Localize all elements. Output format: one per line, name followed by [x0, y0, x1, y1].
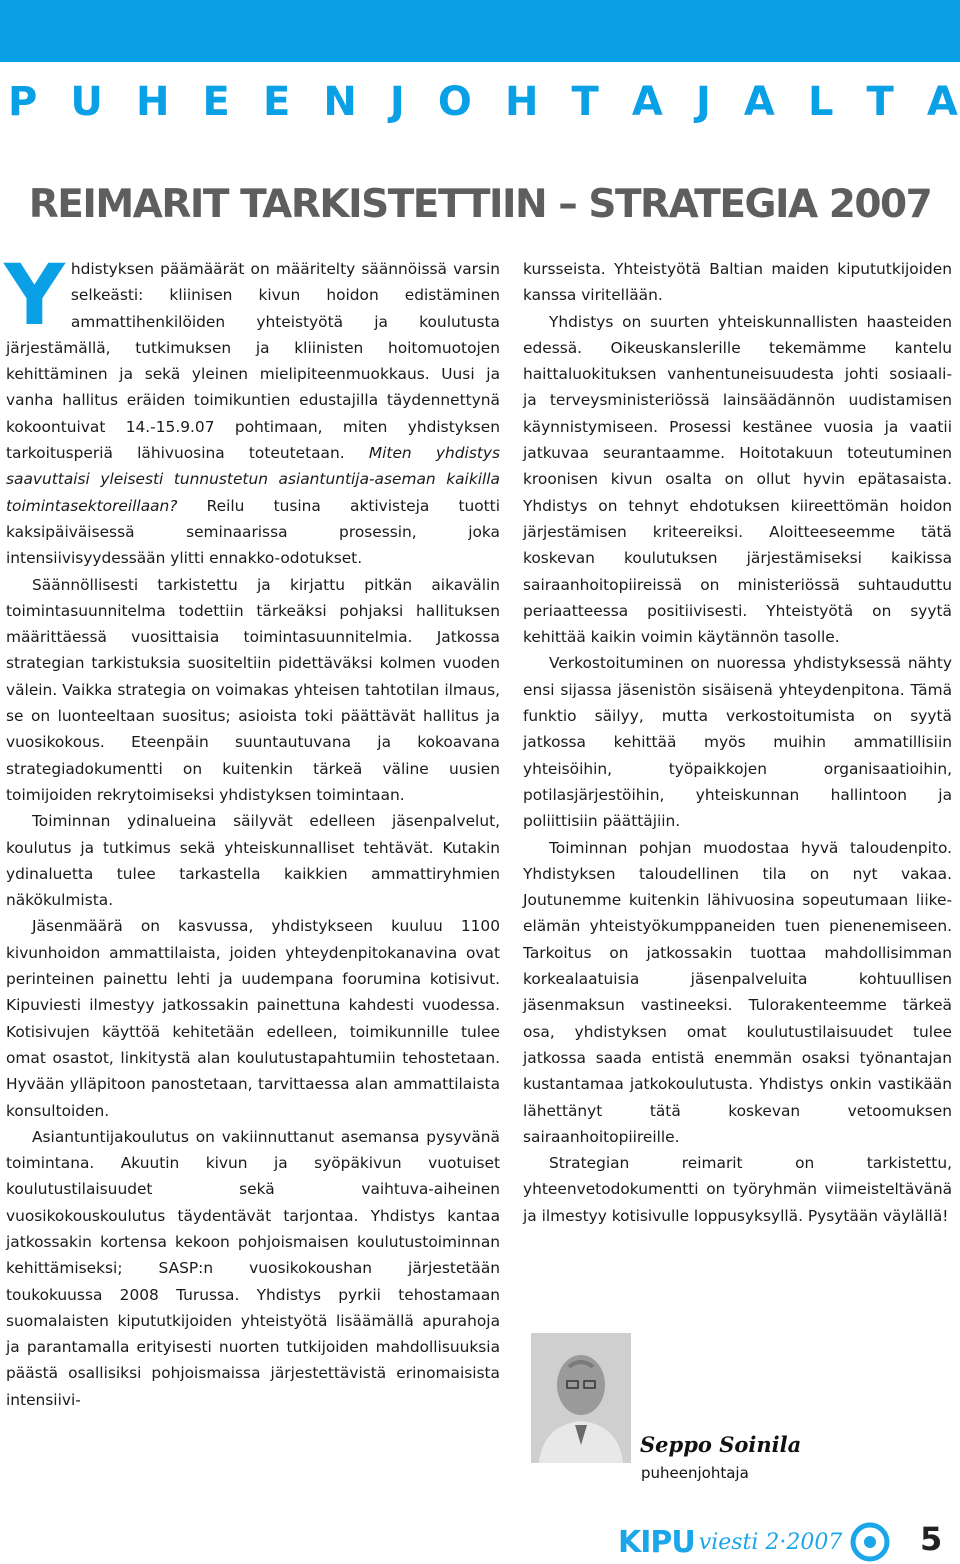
section-letter: P [8, 79, 38, 125]
signature-name: Seppo Soinila [640, 1432, 802, 1457]
section-letter: H [504, 79, 539, 125]
kipuviesti-logo [618, 1520, 890, 1564]
right-column [523, 256, 952, 1229]
section-letter: O [437, 79, 472, 125]
left-column [4, 246, 501, 1413]
section-letter: U [70, 79, 103, 125]
signature-role: puheenjohtaja [641, 1464, 749, 1482]
paragraph [4, 246, 501, 572]
paragraph: Asiantuntijakoulutus on vakiinnuttanut asemansa pysyvänä toimintana. Akuutin kivun ja syöpäkivun vuotuiset koulutustilaisuudet sekä vaihtuva-aiheinen vuosikokouskoulutus täydentävät tarjontaa. Yhdistys kantaa jatkossakin kortensa kekoon pohjoismaisen koulutustoiminnan kehittämiseksi; SASP:n vuosikokoushan järjestetään toukokuussa 2008 Turussa. Yhdistys pyrkii tehostamaan suomalaisten kipututkijoiden yhteistyötä lisäämällä apurahoja ja parantamalla erityisesti nuorten tutkijoiden mahdollisuuksia päästä osallisiksi pohjoismaissa järjestettävistä erinomaisista intensiivi- [6, 1127, 500, 1409]
section-letter: E [262, 79, 291, 125]
paragraph: Toiminnan ydinalueina säilyvät edelleen jäsenpalvelut, koulutus ja tutkimus sekä yhteiskunnalliset tehtävät. Kutakin ydinaluetta tulee tarkastella kaikkien ammattiryhmien näkökulmista. [6, 812, 500, 910]
section-letter: A [631, 79, 663, 125]
section-letter: E [202, 79, 230, 125]
swirl-logo-icon [850, 1522, 890, 1562]
section-heading [8, 74, 958, 130]
page-number: 5 [920, 1520, 943, 1558]
section-letter: N [323, 79, 357, 125]
paragraph: Verkostoituminen on nuoressa yhdistyksessä nähty ensi sijassa jäsenistön sisäisenä yhteydenpitona. Tämä funktio säilyy, mutta verkostoitumista on syytä jatkossa kehittää myös muihin ammatillisiin yhteisöihin, työpaikkojen organisaatioihin, potilasjärjestöihin, yhteiskunnan hallintoon ja poliittisiin päättäjiin. [523, 654, 952, 831]
section-letter: A [926, 79, 958, 125]
section-letter: L [807, 79, 834, 125]
lead-text: hdistyksen päämäärät on määritelty säännöissä varsin selkeästi: kliinisen kivun hoidon edistäminen ammattihenkilöiden yhteistyötä ja koulutusta järjestämällä, tutkimuksen ja kliinisten hoitomuotojen kehittäminen ja sekä yleinen mielipiteenmuokkaus. Uusi ja vanha hallitus eräiden toimikuntien edustajilla täydennettynä kokoontuivat 14.-15.9.07 pohtimaan, miten yhdistyksen tarkoitusperiä lähivuosina toteutetaan. [6, 260, 500, 463]
portrait-image [531, 1333, 631, 1463]
logo-viesti-text: viesti 2·2007 [698, 1529, 843, 1555]
article-title: REIMARIT TARKISTETTIIN – STRATEGIA 2007 [28, 182, 932, 227]
drop-cap: Y [4, 246, 65, 344]
paragraph: Yhdistys on suurten yhteiskunnallisten haasteiden edessä. Oikeuskanslerille tekemämme kantelu haittaluokituksen vanhentuneisuudesta johti sosiaali- ja terveysministeriössä lainsäädännön uudistamisen käynnistymiseen. Prosessi kestänee vuosia ja vaatii jatkuvaa seurantaamme. Hoitotakuun toteutuminen kroonisen kivun osalta on ollut hyvin epätasaista. Yhdistys on tehnyt ehdotuksen kiireettömän hoidon järjestämisen kriteereiksi. Aloitteeseemme tätä koskevan koulutuksen järjestämiseksi kaikissa sairaanhoitopiireissä on ministeriössä suhtauduttu periaatteessa positiivisesti. Yhteistyötä on syytä kehittää kaikin voimin käytännön tasolle. [523, 312, 952, 647]
paragraph: Toiminnan pohjan muodostaa hyvä taloudenpito. Yhdistyksen taloudellinen tila on nyt vakaa. Joutunemme kuitenkin lähivuosina sopeutumaan liike-elämän yhteistyökumppaneiden tuen pienenemiseen. Tarkoitus on jatkossakin tuottaa mahdollisimman korkealaatuisia jäsenpalveluita kohtuullisen jäsenmaksun vastineeksi. Tulorakenteemme tärkeä osa, yhdistyksen omat koulutustilaisuudet tulee jatkossa saada entistä enemmän osaksi työnantajan kustantamaa jatkokoulutusta. Yhdistys onkin vastikään lähettänyt tätä koskevan vetoomuksen sairaanhoitopiireille. [523, 838, 952, 1146]
top-color-bar [0, 0, 960, 62]
paragraph: Jäsenmäärä on kasvussa, yhdistykseen kuuluu 1100 kivunhoidon ammattilaista, joiden yhteydenpitokanavina ovat perinteinen painettu lehti ja uudempana foorumina kotisivut. Kipuviesti ilmestyy jatkossakin painettuna kahdesti vuodessa. Kotisivujen käyttöä kehitetään edelleen, toimikunnille tulee omat osastot, linkitystä alan koulutustapahtumiin tehostetaan. Hyvään ylläpitoon panostetaan, tarvittaessa alan ammattilaista konsultoiden. [6, 917, 500, 1120]
section-letter: J [389, 79, 405, 125]
lead-italic-question: Miten yhdistys saavuttaisi yleisesti tunnustetun asiantuntija-aseman kaikilla toimintasektoreillaan? [6, 444, 501, 515]
paragraph: kursseista. Yhteistyötä Baltian maiden kipututkijoiden kanssa viritellään. [523, 260, 952, 305]
paragraph: Strategian reimarit on tarkistettu, yhteenvetodokumentti on työryhmän viimeisteltävänä ja ilmestyy kotisivulle loppusyksyllä. Pysytään väylällä! [523, 1154, 952, 1225]
section-letter: T [866, 79, 894, 125]
section-letter: H [135, 79, 170, 125]
section-letter: J [695, 79, 711, 125]
lead-text-after: Reilu tusina aktivisteja tuotti kaksipäiväisessä seminaarissa prosessin, joka intensiivisyydessään ylitti ennakko-odotukset. [6, 496, 500, 568]
logo-kipu-text: KIPU [618, 1524, 695, 1560]
section-letter: T [571, 79, 599, 125]
author-photo [531, 1333, 631, 1463]
paragraph: Säännöllisesti tarkistettu ja kirjattu pitkän aikavälin toimintasuunnitelma todettiin tärkeäksi pohjaksi hallituksen määrittäessä vuosittaisia toimintasuunnitelmia. Jatkossa strategian tarkistuksia suositeltiin pidettäväksi kolmen vuoden välein. Vaikka strategia on voimakas yhteisen tahtotilan ilmaus, se on luonteeltaan suositus; asioista toki päättävät hallitus ja vuosikokous. Eteenpäin suuntautuvana ja kokoavana strategiadokumentti on kuitenkin tärkeä väline uusien toimijoiden rekrytoimiseksi yhdistyksen toimintaan. [6, 575, 500, 804]
section-letter: A [743, 79, 775, 125]
